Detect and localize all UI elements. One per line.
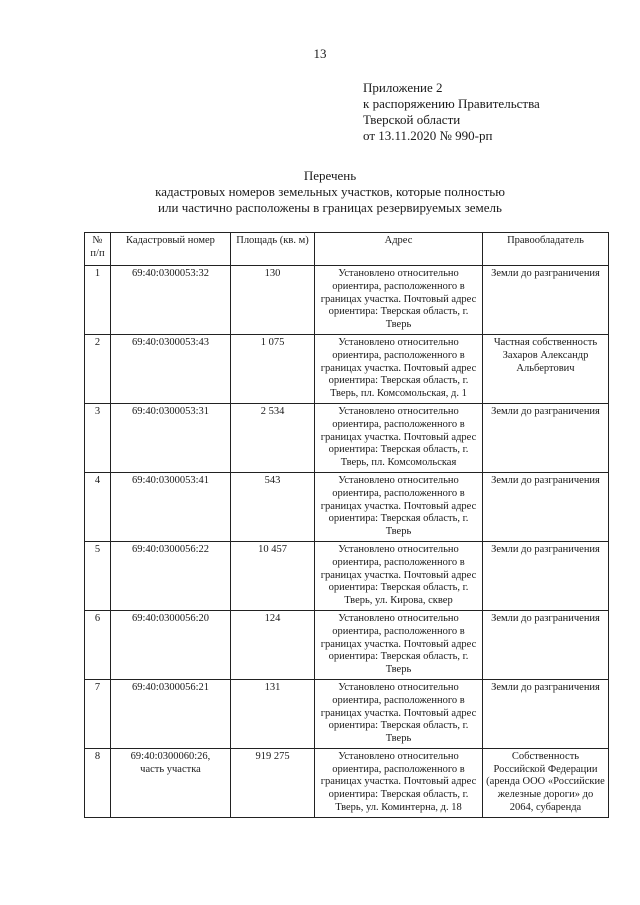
cell-owner: Земли до разграничения xyxy=(483,610,609,679)
cell-area: 124 xyxy=(231,610,315,679)
cell-cadastral: 69:40:0300060:26, часть участка xyxy=(111,748,231,817)
cell-num: 3 xyxy=(85,403,111,472)
cell-owner: Земли до разграничения xyxy=(483,541,609,610)
header-area: Площадь (кв. м) xyxy=(231,233,315,266)
appendix-line: к распоряжению Правительства xyxy=(363,96,540,111)
cell-num: 6 xyxy=(85,610,111,679)
cell-cadastral: 69:40:0300053:41 xyxy=(111,472,231,541)
cell-owner: Земли до разграничения xyxy=(483,266,609,335)
appendix-line: Тверской области xyxy=(363,112,461,127)
cell-owner: Земли до разграничения xyxy=(483,403,609,472)
page-number: 13 xyxy=(313,46,327,61)
cell-address: Установлено относительно ориентира, расположенного в границах участка. Почтовый адрес ориентира: Тверская область, г. Тверь, ул. Коминтерна, д. 18 xyxy=(315,748,483,817)
cell-cadastral: 69:40:0300056:21 xyxy=(111,679,231,748)
table-row xyxy=(85,403,609,472)
header-cadastral: Кадастровый номер xyxy=(111,233,231,266)
cell-area: 10 457 xyxy=(231,541,315,610)
cell-cadastral: 69:40:0300053:31 xyxy=(111,403,231,472)
cell-area: 2 534 xyxy=(231,403,315,472)
header-address: Адрес xyxy=(315,233,483,266)
table-row xyxy=(85,334,609,403)
title-line: кадастровых номеров земельных участков, которые полностью xyxy=(155,184,505,199)
cell-cadastral: 69:40:0300053:43 xyxy=(111,334,231,403)
cell-owner: Земли до разграничения xyxy=(483,679,609,748)
header-owner: Правообладатель xyxy=(483,233,609,266)
cell-address: Установлено относительно ориентира, расположенного в границах участка. Почтовый адрес ориентира: Тверская область, г. Тверь xyxy=(315,679,483,748)
cell-num: 4 xyxy=(85,472,111,541)
cell-address: Установлено относительно ориентира, расположенного в границах участка. Почтовый адрес ориентира: Тверская область, г. Тверь xyxy=(315,472,483,541)
cell-address: Установлено относительно ориентира, расположенного в границах участка. Почтовый адрес ориентира: Тверская область, г. Тверь, пл. Комсомольская, д. 1 xyxy=(315,334,483,403)
cell-address: Установлено относительно ориентира, расположенного в границах участка. Почтовый адрес ориентира: Тверская область, г. Тверь, ул. Кирова, сквер xyxy=(315,541,483,610)
header-num: № п/п xyxy=(85,233,111,266)
cell-address: Установлено относительно ориентира, расположенного в границах участка. Почтовый адрес ориентира: Тверская область, г. Тверь xyxy=(315,266,483,335)
cell-num: 2 xyxy=(85,334,111,403)
document-title xyxy=(60,168,600,216)
cell-address: Установлено относительно ориентира, расположенного в границах участка. Почтовый адрес ориентира: Тверская область, г. Тверь xyxy=(315,610,483,679)
cell-area: 1 075 xyxy=(231,334,315,403)
table-row xyxy=(85,472,609,541)
cell-area: 131 xyxy=(231,679,315,748)
appendix-header xyxy=(363,80,540,144)
cell-owner: Собственность Российской Федерации (аренда ООО «Российские железные дороги» до 2064, субаренда xyxy=(483,748,609,817)
cell-area: 130 xyxy=(231,266,315,335)
cell-num: 1 xyxy=(85,266,111,335)
cell-num: 8 xyxy=(85,748,111,817)
table-row xyxy=(85,679,609,748)
title-line: или частично расположены в границах резервируемых земель xyxy=(158,200,502,215)
cell-cadastral: 69:40:0300053:32 xyxy=(111,266,231,335)
appendix-line: Приложение 2 xyxy=(363,80,443,95)
cadastral-table xyxy=(84,232,609,818)
cell-cadastral: 69:40:0300056:20 xyxy=(111,610,231,679)
cell-cadastral: 69:40:0300056:22 xyxy=(111,541,231,610)
table-row xyxy=(85,748,609,817)
cell-area: 919 275 xyxy=(231,748,315,817)
cell-address: Установлено относительно ориентира, расположенного в границах участка. Почтовый адрес ориентира: Тверская область, г. Тверь, пл. Комсомольская xyxy=(315,403,483,472)
title-line: Перечень xyxy=(303,168,357,183)
cell-owner: Земли до разграничения xyxy=(483,472,609,541)
cell-num: 5 xyxy=(85,541,111,610)
table-row xyxy=(85,541,609,610)
cell-area: 543 xyxy=(231,472,315,541)
cell-owner: Частная собственность Захаров Александр Альбертович xyxy=(483,334,609,403)
cell-num: 7 xyxy=(85,679,111,748)
appendix-line: от 13.11.2020 № 990-рп xyxy=(363,128,493,143)
table-row xyxy=(85,266,609,335)
table-header-row xyxy=(85,233,609,266)
table-row xyxy=(85,610,609,679)
